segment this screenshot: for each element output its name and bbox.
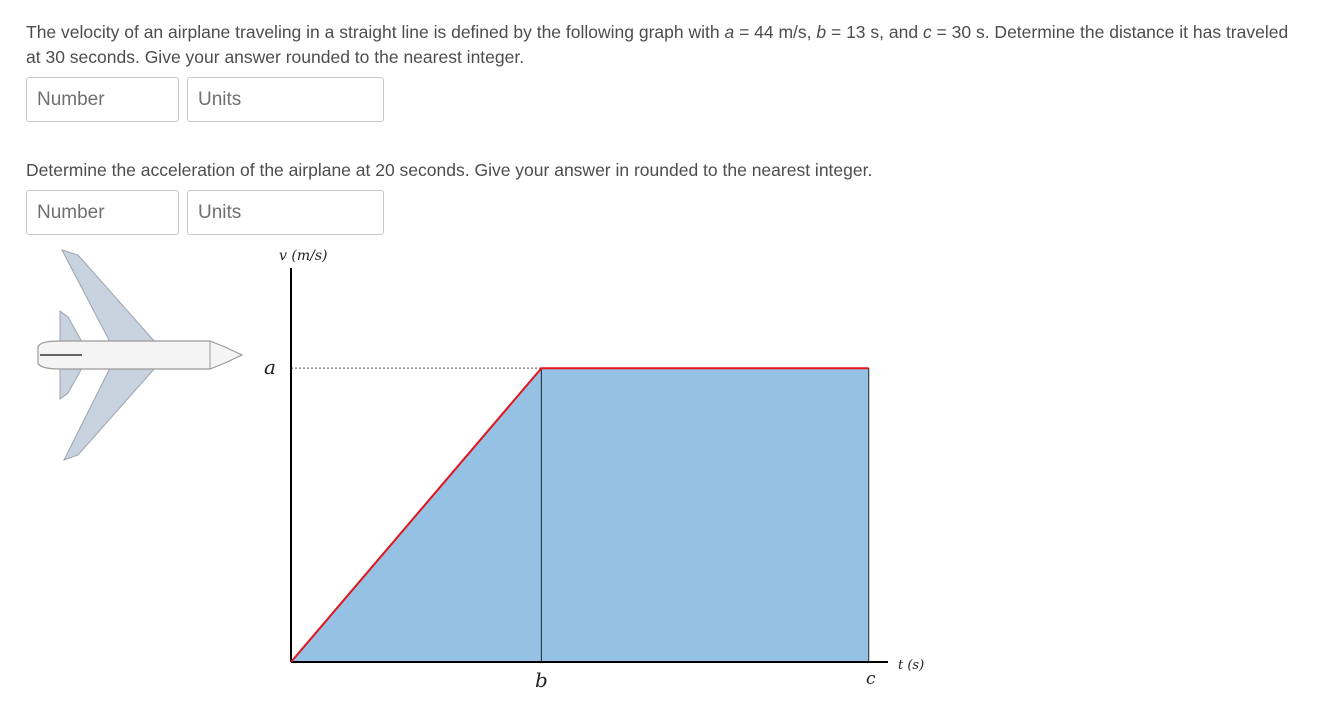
var-b: b <box>816 22 827 42</box>
distance-number-input[interactable] <box>26 77 179 122</box>
answer-row-1 <box>26 77 384 122</box>
chart-tick-label-b: b <box>534 668 548 692</box>
q1-a-value: = 44 m/s, <box>734 22 817 42</box>
q1-text-part: The velocity of an airplane traveling in a straight line is defined by the following graph with <box>26 22 725 42</box>
question-1-text <box>26 20 1296 70</box>
chart-tick-label-c: c <box>865 669 876 689</box>
var-c: c <box>922 22 932 42</box>
chart-y-axis-label: v (m/s) <box>279 248 328 264</box>
question-2-text: Determine the acceleration of the airplane at 20 seconds. Give your answer in rounded to the nearest integer. <box>26 160 873 180</box>
airplane-wing-upper <box>62 250 155 342</box>
var-a: a <box>724 22 735 42</box>
velocity-time-chart <box>250 240 950 700</box>
chart-area-fill <box>291 368 869 662</box>
q1-b-value: = 13 s, and <box>826 22 923 42</box>
chart-tick-label-a: a <box>264 355 276 380</box>
airplane-tail-upper <box>60 311 82 342</box>
chart-x-axis-label: t (s) <box>898 658 925 673</box>
distance-units-input[interactable] <box>187 77 384 122</box>
airplane-illustration <box>30 245 245 467</box>
airplane-wing-lower <box>64 368 155 460</box>
airplane-tail-lower <box>60 368 82 399</box>
acceleration-number-input[interactable] <box>26 190 179 235</box>
acceleration-units-input[interactable] <box>187 190 384 235</box>
answer-row-2 <box>26 190 384 235</box>
q1-c-value: = 30 s. Determine the distance it has traveled at 30 seconds. Give your answer rounded to the nearest integer. <box>26 22 1289 67</box>
